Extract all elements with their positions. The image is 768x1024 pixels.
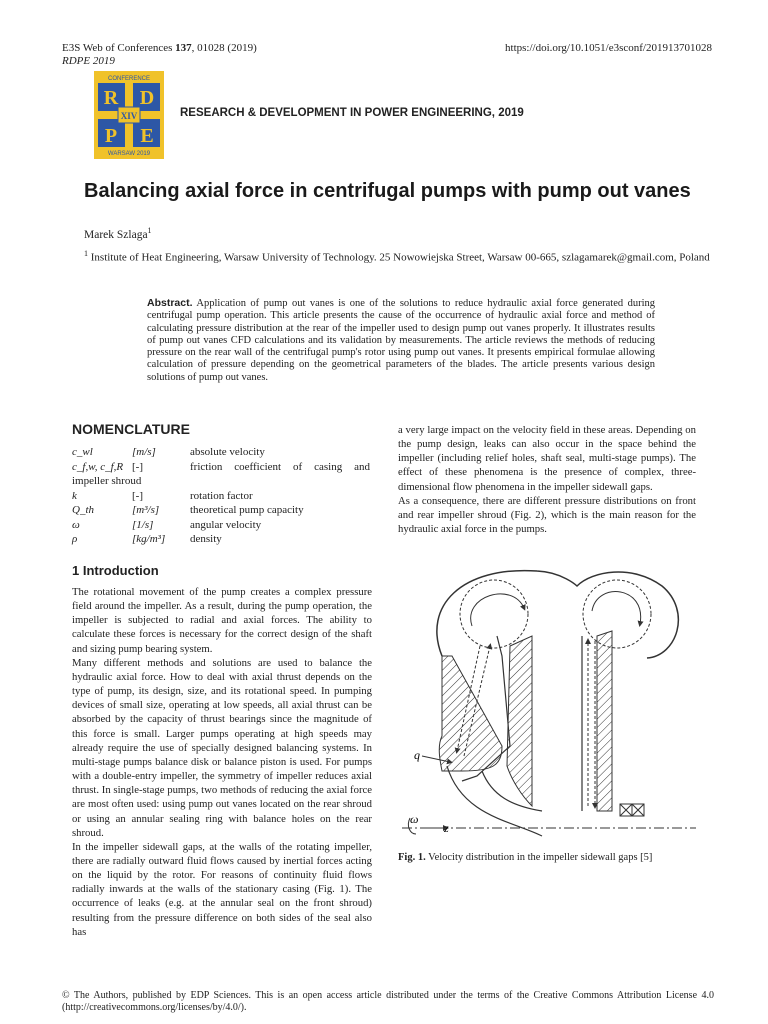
author-name: Marek Szlaga	[84, 228, 148, 241]
journal-name: E3S Web of Conferences	[62, 42, 176, 54]
nomenclature-symbol: c_f,w, c_f,R	[72, 460, 124, 473]
journal-volume: 137	[175, 42, 192, 54]
affiliation-text: Institute of Heat Engineering, Warsaw University of Technology. 25 Nowowiejska Street, Warsaw 00-665, szlagamarek@gmail.com, Poland	[88, 251, 710, 264]
journal-article: , 01028 (2019)	[191, 42, 257, 54]
figure-label-z: z	[444, 821, 449, 835]
nomenclature-desc: density	[190, 533, 222, 545]
nomenclature-row	[72, 460, 372, 475]
abstract	[147, 297, 655, 384]
author-line	[84, 226, 152, 241]
nomenclature-unit: [m/s]	[132, 446, 156, 458]
affiliation	[84, 247, 714, 265]
paragraph: In the impeller sidewall gaps, at the walls of the rotating impeller, there are radially outward fluid flows caused by inertial forces acting on the liquid by the rotor. For reasons of continuity fluid flows radially inwards at the walls of the stationary casing (Fig. 1). The occurrence of leaks (e.g. at the annular seal on the front shroud) resulting from the pressure difference on both sides of the seal also has	[72, 840, 372, 938]
nomenclature-table	[72, 445, 372, 547]
logo-letter-p: P	[104, 125, 118, 147]
logo-top-text: CONFERENCE	[107, 76, 151, 82]
conference-short: RDPE 2019	[62, 55, 115, 67]
nomenclature-row	[72, 445, 372, 460]
intro-right-column	[398, 423, 696, 536]
nomenclature-unit: [kg/m³]	[132, 533, 166, 545]
intro-left-column	[72, 585, 372, 939]
section-heading: 1 Introduction	[72, 563, 159, 578]
logo-edition: XIV	[120, 111, 138, 121]
logo-graphic	[94, 71, 164, 159]
nomenclature-desc: friction coefficient of casing and	[190, 460, 370, 473]
nomenclature-row	[72, 532, 372, 547]
paragraph: Many different methods and solutions are used to balance the hydraulic axial force. How to deal with axial thrust depends on the type of pump, its design, size, and its rotational speed. In pumping devices of small size, operating at low speeds, all axial thrust can be absorbed by the capacity of thrust bearings since the magnitude of this force is small. Larger pumps operating at high speeds may already require the use of specially designed balancing systems. In multi-stage pumps balance disk or balance piston is used. For pumps with a double-entry impeller, the symmetry of impeller reduces axial thrust. In single-stage pumps, two methods of reducing the axial force are most often used: using pump out vanes located on the rear shroud or using an annular sealing ring with balance holes on the rear shroud.	[72, 656, 372, 839]
logo-letter-r: R	[103, 87, 119, 109]
nomenclature-desc-cont: impeller shroud	[72, 475, 142, 487]
license-footer: © The Authors, published by EDP Sciences. This is an open access article distributed under the terms of the Creative Commons Attribution License 4.0 (http://creativecommons.org/licenses/by/4.0/).	[62, 990, 714, 1013]
figure-label-q: q	[414, 748, 420, 762]
conference-title: RESEARCH & DEVELOPMENT IN POWER ENGINEERING, 2019	[180, 107, 524, 119]
paragraph: The rotational movement of the pump creates a complex pressure field around the impeller. As a result, during the pump operation, the impeller is subjected to radial and axial forces. The ability to calculate these forces is necessary for the correct design of the shaft and sizing pump bearing system.	[72, 586, 372, 655]
figure-label-omega: ω	[410, 812, 419, 826]
figure-caption-label: Fig. 1.	[398, 852, 426, 863]
nomenclature-unit: [-]	[132, 460, 143, 473]
nomenclature-symbol: Q_th	[72, 504, 94, 516]
paper-title: Balancing axial force in centrifugal pumps with pump out vanes	[84, 180, 691, 202]
abstract-label: Abstract.	[147, 297, 193, 309]
nomenclature-row	[72, 503, 372, 518]
author-sup: 1	[147, 226, 152, 235]
nomenclature-symbol: c_wl	[72, 446, 93, 458]
conference-logo	[94, 71, 164, 159]
nomenclature-row	[72, 474, 372, 489]
nomenclature-symbol: k	[72, 489, 77, 502]
running-header	[62, 42, 257, 68]
doi-link[interactable]: https://doi.org/10.1051/e3sconf/201913701028	[505, 42, 712, 54]
logo-letter-d: D	[139, 87, 155, 109]
paragraph: a very large impact on the velocity field in these areas. Depending on the pump design, leaks can also occur in the space behind the impeller (including relief holes, shaft seal, multi-stage pumps). The effect of these phenomena is the presence of complex, three-dimensional flow phenomena in the impeller sidewall gaps.	[398, 424, 696, 493]
nomenclature-heading: NOMENCLATURE	[72, 421, 190, 437]
figure-1	[402, 566, 696, 842]
nomenclature-row	[72, 518, 372, 533]
paragraph: As a consequence, there are different pressure distributions on front and rear impeller shroud (Fig. 2), which is the main reason for the hydraulic axial force in the pumps.	[398, 494, 696, 536]
nomenclature-unit: [1/s]	[132, 518, 154, 531]
nomenclature-desc: rotation factor	[190, 489, 253, 502]
nomenclature-desc: absolute velocity	[190, 446, 265, 458]
nomenclature-row	[72, 489, 372, 504]
nomenclature-desc: theoretical pump capacity	[190, 504, 304, 516]
nomenclature-symbol: ρ	[72, 533, 78, 545]
figure-caption-text: Velocity distribution in the impeller sidewall gaps [5]	[425, 852, 653, 863]
logo-bottom-text: WARSAW 2019	[107, 151, 151, 157]
logo-letter-e: E	[140, 125, 154, 147]
figure-1-diagram	[402, 566, 696, 842]
nomenclature-unit: [m³/s]	[132, 504, 160, 516]
affiliation-sup: 1	[84, 249, 88, 258]
figure-caption	[398, 852, 652, 863]
abstract-text: Application of pump out vanes is one of the solutions to reduce hydraulic axial force generated during centrifugal pump operation. This article presents the cause of the occurrence of hydraulic axial force and method of calculating pressure distribution at the rear of the impeller used to design pump out vanes properly. It illustrates results of pump out vanes CFD calculations and its validation by measurements. The article reviews the methods of reducing pressure on the rear wall of the centrifugal pump's rotor using pump out vanes. It presents empirical formulae allowing calculation of pressure depending on the geometrical parameters of the blades. The article presents various design solutions of pump out vanes.	[147, 298, 655, 383]
nomenclature-unit: [-]	[132, 489, 143, 502]
nomenclature-symbol: ω	[72, 518, 80, 531]
nomenclature-desc: angular velocity	[190, 518, 262, 531]
